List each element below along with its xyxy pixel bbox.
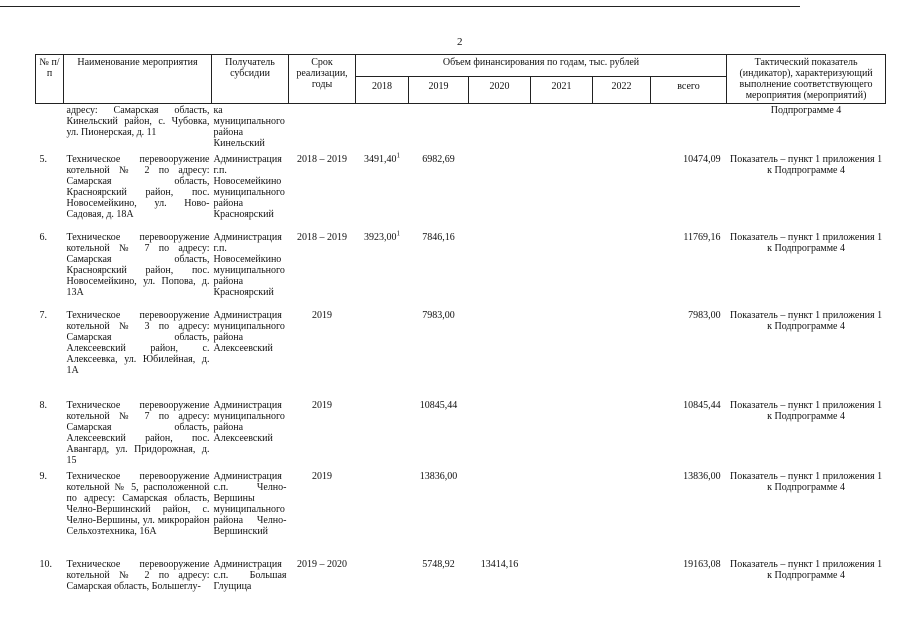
table-header	[36, 55, 886, 104]
tactical-indicator	[727, 104, 886, 150]
subsidy-recipient	[212, 149, 289, 227]
funding-2022	[593, 227, 651, 305]
event-name-text: Техническое перевооружение котельной № 5, расположенной по адресу: Самарская область, Челно-Вершинский район, с. Челно-Вершины, ул. микрорайон Сельхозтехника, 16А	[66, 471, 210, 537]
footnote-mark: 1	[396, 151, 400, 160]
table-row	[36, 466, 886, 554]
header-year-2020: 2020	[469, 76, 531, 103]
subsidy-recipient-text: ка муниципального района Кинельский	[213, 105, 285, 149]
tactical-indicator-text: Подпрограмме 4	[770, 105, 842, 116]
funding-2018	[356, 395, 409, 466]
funding-2019-text: 5748,92	[422, 559, 455, 570]
funding-2019-text: 13836,00	[419, 471, 458, 482]
subsidy-recipient-text: Администрация с.п. Челно-Вершины муниципального района Челно-Вершинский	[213, 471, 287, 537]
funding-2020	[469, 395, 531, 466]
funding-total	[651, 395, 727, 466]
funding-table-wrapper	[35, 54, 885, 594]
implementation-term-text: 2019 – 2020	[297, 559, 347, 570]
row-number	[36, 554, 64, 594]
header-name: Наименование мероприятия	[64, 55, 212, 104]
funding-2020	[469, 227, 531, 305]
row-number	[36, 305, 64, 395]
event-name	[64, 466, 212, 554]
implementation-term-text: 2019	[312, 310, 332, 321]
funding-2020	[469, 104, 531, 150]
funding-2020	[469, 466, 531, 554]
funding-2018	[356, 227, 409, 305]
funding-total-text: 10845,44	[683, 400, 721, 411]
funding-total	[651, 466, 727, 554]
funding-total	[651, 104, 727, 150]
subsidy-recipient	[212, 395, 289, 466]
subsidy-recipient	[212, 466, 289, 554]
row-number	[36, 227, 64, 305]
funding-2020	[469, 149, 531, 227]
funding-total	[651, 227, 727, 305]
event-name-text: адресу: Самарская область, Кинельский район, с. Чубовка, ул. Пионерская, д. 11	[66, 105, 210, 138]
tactical-indicator-text: Показатель – пункт 1 приложения 1 к Подпрограмме 4	[730, 154, 883, 176]
tactical-indicator-text: Показатель – пункт 1 приложения 1 к Подпрограмме 4	[730, 400, 883, 422]
header-year-2019: 2019	[409, 76, 469, 103]
funding-2018	[356, 104, 409, 150]
implementation-term	[289, 466, 356, 554]
implementation-term	[289, 395, 356, 466]
funding-2018-text: 3491,40	[364, 154, 397, 165]
funding-2019-text: 7983,00	[422, 310, 455, 321]
funding-2021	[531, 554, 593, 594]
funding-2021	[531, 227, 593, 305]
funding-total-text: 13836,00	[683, 471, 721, 482]
funding-2021	[531, 395, 593, 466]
event-name-text: Техническое перевооружение котельной № 3 по адресу: Самарская область, Алексеевский район, с. Алексеевка, ул. Юбилейная, д. 1А	[66, 310, 210, 376]
header-total: всего	[651, 76, 727, 103]
funding-2020	[469, 554, 531, 594]
event-name	[64, 395, 212, 466]
funding-2019	[409, 149, 469, 227]
implementation-term-text: 2019	[312, 400, 332, 411]
implementation-term-text: 2018 – 2019	[297, 154, 347, 165]
row-number	[36, 149, 64, 227]
funding-2021	[531, 305, 593, 395]
funding-2022	[593, 466, 651, 554]
funding-2019	[409, 227, 469, 305]
header-indicator: Тактический показатель (индикатор), характеризующий выполнение соответствующего мероприятия (мероприятий)	[727, 55, 886, 104]
row-number	[36, 466, 64, 554]
funding-total-text: 19163,08	[683, 559, 721, 570]
row-number-text: 9.	[39, 471, 47, 482]
funding-2018	[356, 466, 409, 554]
funding-total	[651, 149, 727, 227]
subsidy-recipient-text: Администрация г.п. Новосемейкино муниципального района Красноярский	[213, 232, 285, 298]
subsidy-recipient	[212, 104, 289, 150]
funding-total-text: 10474,09	[683, 154, 721, 165]
table-row	[36, 227, 886, 305]
tactical-indicator-text: Показатель – пункт 1 приложения 1 к Подпрограмме 4	[730, 471, 883, 493]
tactical-indicator	[727, 227, 886, 305]
funding-2019-text: 7846,16	[422, 232, 455, 243]
row-number-text: 5.	[39, 154, 47, 165]
funding-2022	[593, 395, 651, 466]
footnote-mark: 1	[396, 229, 400, 238]
event-name	[64, 149, 212, 227]
table-row	[36, 554, 886, 594]
row-number-text: 6.	[39, 232, 47, 243]
subsidy-recipient-text: Администрация г.п. Новосемейкино муниципального района Красноярский	[213, 154, 285, 220]
page-number: 2	[457, 36, 463, 48]
event-name-text: Техническое перевооружение котельной № 7 по адресу: Самарская область, Алексеевский район, пос. Авангард, ул. Придорожная, д. 15	[66, 400, 210, 466]
table-row	[36, 149, 886, 227]
funding-2022	[593, 104, 651, 150]
row-number-text: 8.	[39, 400, 47, 411]
implementation-term	[289, 104, 356, 150]
header-recipient: Получатель субсидии	[212, 55, 289, 104]
tactical-indicator	[727, 395, 886, 466]
event-name-text: Техническое перевооружение котельной № 7 по адресу: Самарская область, Красноярский район, пос. Новосемейкино, ул. Попова, д. 13А	[66, 232, 210, 298]
funding-2019-text: 10845,44	[419, 400, 458, 411]
funding-2022	[593, 149, 651, 227]
event-name	[64, 305, 212, 395]
row-number	[36, 104, 64, 150]
funding-2021	[531, 466, 593, 554]
funding-2020	[469, 305, 531, 395]
funding-2018	[356, 149, 409, 227]
funding-2020-text: 13414,16	[480, 559, 519, 570]
event-name-text: Техническое перевооружение котельной № 2 по адресу: Самарская область, Красноярский район, пос. Новосемейкино, ул. Ново-Садовая, д. 18А	[66, 154, 210, 220]
funding-2019-text: 6982,69	[422, 154, 455, 165]
funding-total-text: 11769,16	[683, 232, 721, 243]
event-name	[64, 104, 212, 150]
funding-2019	[409, 395, 469, 466]
funding-2019	[409, 305, 469, 395]
tactical-indicator-text: Показатель – пункт 1 приложения 1 к Подпрограмме 4	[730, 310, 883, 332]
table-row	[36, 104, 886, 150]
header-year-2022: 2022	[593, 76, 651, 103]
funding-2021	[531, 149, 593, 227]
tactical-indicator	[727, 466, 886, 554]
subsidy-recipient	[212, 305, 289, 395]
subsidy-recipient-text: Администрация муниципального района Алексеевский	[213, 310, 285, 354]
implementation-term	[289, 149, 356, 227]
row-number-text: 10.	[39, 559, 52, 570]
funding-2022	[593, 554, 651, 594]
tactical-indicator-text: Показатель – пункт 1 приложения 1 к Подпрограмме 4	[730, 232, 883, 254]
funding-2019	[409, 466, 469, 554]
header-num: № п/п	[36, 55, 64, 104]
implementation-term	[289, 227, 356, 305]
funding-2019	[409, 554, 469, 594]
tactical-indicator	[727, 305, 886, 395]
event-name	[64, 554, 212, 594]
event-name	[64, 227, 212, 305]
header-year-2021: 2021	[531, 76, 593, 103]
header-funding: Объем финансирования по годам, тыс. рублей	[356, 55, 727, 77]
subsidy-recipient-text: Администрация с.п. Большая Глущица	[213, 559, 287, 592]
funding-2018-text: 3923,00	[364, 232, 397, 243]
table-row	[36, 305, 886, 395]
funding-2021	[531, 104, 593, 150]
funding-total-text: 7983,00	[688, 310, 721, 321]
implementation-term	[289, 554, 356, 594]
subsidy-recipient-text: Администрация муниципального района Алексеевский	[213, 400, 285, 444]
header-term: Срок реализации, годы	[289, 55, 356, 104]
funding-total	[651, 305, 727, 395]
row-number	[36, 395, 64, 466]
tactical-indicator	[727, 554, 886, 594]
implementation-term-text: 2018 – 2019	[297, 232, 347, 243]
tactical-indicator-text: Показатель – пункт 1 приложения 1 к Подпрограмме 4	[730, 559, 883, 581]
subsidy-recipient	[212, 227, 289, 305]
implementation-term-text: 2019	[312, 471, 332, 482]
header-year-2018: 2018	[356, 76, 409, 103]
table-body	[36, 104, 886, 595]
funding-2022	[593, 305, 651, 395]
funding-total	[651, 554, 727, 594]
tactical-indicator	[727, 149, 886, 227]
event-name-text: Техническое перевооружение котельной № 2 по адресу: Самарская область, Большеглу-	[66, 559, 210, 592]
top-rule	[0, 6, 800, 7]
funding-2019	[409, 104, 469, 150]
row-number-text: 7.	[39, 310, 47, 321]
implementation-term	[289, 305, 356, 395]
funding-2018	[356, 554, 409, 594]
funding-table	[35, 54, 886, 594]
table-row	[36, 395, 886, 466]
subsidy-recipient	[212, 554, 289, 594]
funding-2018	[356, 305, 409, 395]
